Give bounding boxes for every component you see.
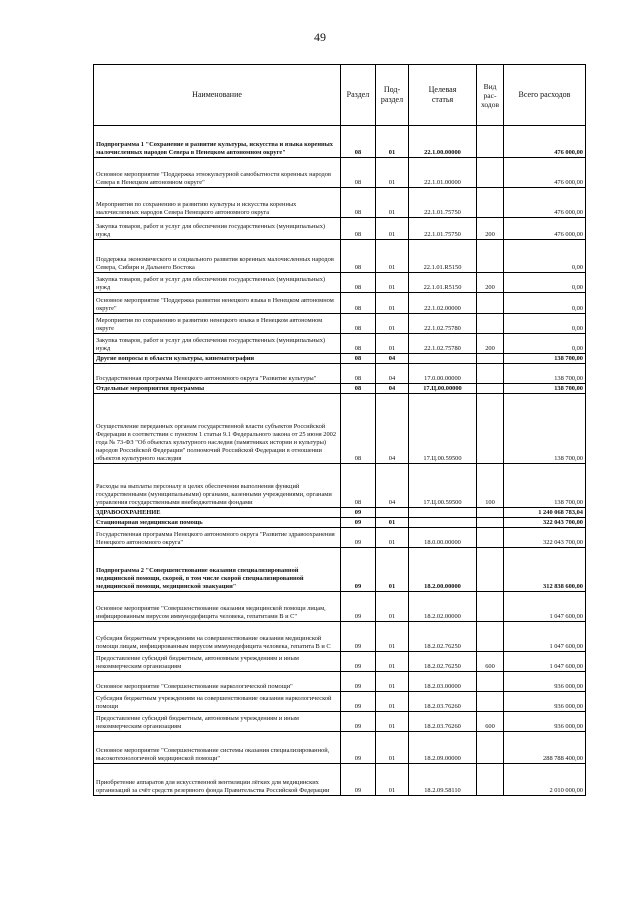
cell-target: 18.2.00.00000 — [409, 548, 477, 592]
cell-name: Основное мероприятие "Совершенствование системы оказания специализированной, высокотехнологичной медицинской помощи" — [94, 732, 341, 764]
table-row — [94, 692, 586, 712]
cell-subsection: 01 — [376, 314, 409, 334]
cell-section: 09 — [341, 652, 376, 672]
cell-total: 936 000,00 — [504, 712, 586, 732]
cell-subsection: 01 — [376, 273, 409, 293]
cell-target: 17.Ц.00.59500 — [409, 394, 477, 464]
cell-subsection: 01 — [376, 652, 409, 672]
table-header-row — [94, 65, 586, 126]
cell-total: 138 700,00 — [504, 384, 586, 394]
cell-expense-type: 100 — [477, 464, 504, 508]
cell-name: Осуществление переданных органам государственной власти субъектов Российской Федерации в соответствии с пунктом 1 статьи 9.1 Федерального закона от 25 июня 2002 года № 73-ФЗ "Об объектах культурного наследия (памятниках истории и культуры) народов Российской Федерации" полномочий Российской Федерации в отношении объектов культурного наследия — [94, 394, 341, 464]
cell-name: Приобретение аппаратов для искусственной вентиляции лёгких для медицинских организаций за счёт средств резервного фонда Правительства Российской Федерации — [94, 764, 341, 796]
cell-subsection: 01 — [376, 672, 409, 692]
cell-name: Подпрограмма 1 "Сохранение и развитие культуры, искусства и языка коренных малочисленных народов Севера в Ненецком автономном округе" — [94, 126, 341, 158]
cell-subsection: 01 — [376, 764, 409, 796]
cell-name: Субсидия бюджетным учреждениям на совершенствование оказания медицинской помощи лицам, инфицированным вирусом иммунодефицита человека, гепатита В и С — [94, 622, 341, 652]
cell-total: 288 788 400,00 — [504, 732, 586, 764]
cell-name: Подпрограмма 2 "Совершенствование оказания специализированной медицинской помощи, скорой, в том числе скорой специализированной медицинской помощи, медицинской эвакуации" — [94, 548, 341, 592]
cell-name: Отдельные мероприятия программы — [94, 384, 341, 394]
cell-section: 08 — [341, 293, 376, 314]
cell-expense-type — [477, 672, 504, 692]
cell-subsection: 01 — [376, 548, 409, 592]
table-row — [94, 394, 586, 464]
cell-subsection: 01 — [376, 732, 409, 764]
cell-target: 22.1.00.00000 — [409, 126, 477, 158]
cell-expense-type — [477, 240, 504, 273]
cell-target: 22.1.01.75750 — [409, 188, 477, 218]
cell-subsection: 01 — [376, 518, 409, 528]
cell-expense-type — [477, 384, 504, 394]
cell-name: Государственная программа Ненецкого автономного округа "Развитие культуры" — [94, 364, 341, 384]
table-row — [94, 508, 586, 518]
cell-section: 08 — [341, 384, 376, 394]
cell-total: 322 043 700,00 — [504, 518, 586, 528]
cell-target: 22.1.01.00000 — [409, 158, 477, 188]
cell-section: 08 — [341, 364, 376, 384]
table-row — [94, 732, 586, 764]
header-subsection: Под- раздел — [376, 65, 409, 126]
cell-target: 22.1.02.75780 — [409, 314, 477, 334]
cell-total: 0,00 — [504, 273, 586, 293]
cell-subsection: 04 — [376, 464, 409, 508]
cell-expense-type: 200 — [477, 218, 504, 240]
cell-subsection: 01 — [376, 712, 409, 732]
cell-expense-type — [477, 158, 504, 188]
cell-section: 09 — [341, 622, 376, 652]
table-row — [94, 528, 586, 548]
cell-expense-type — [477, 126, 504, 158]
cell-subsection: 01 — [376, 188, 409, 218]
cell-expense-type — [477, 394, 504, 464]
cell-target: 22.1.02.75780 — [409, 334, 477, 354]
cell-total: 1 047 600,00 — [504, 622, 586, 652]
cell-name: Расходы на выплаты персоналу в целях обеспечения выполнения функций государственными (муниципальными) органами, казенными учреждениями, органами управления государственными внебюджетными фондами — [94, 464, 341, 508]
cell-section: 08 — [341, 334, 376, 354]
cell-subsection: 01 — [376, 334, 409, 354]
header-target: Целевая статья — [409, 65, 477, 126]
cell-name: Поддержка экономического и социального развития коренных малочисленных народов Севера, Сибири и Дальнего Востока — [94, 240, 341, 273]
cell-section: 08 — [341, 126, 376, 158]
cell-name: Закупка товаров, работ и услуг для обеспечения государственных (муниципальных) нужд — [94, 218, 341, 240]
cell-section: 09 — [341, 518, 376, 528]
cell-total: 0,00 — [504, 240, 586, 273]
cell-target: 22.1.02.00000 — [409, 293, 477, 314]
table-row — [94, 712, 586, 732]
table-row — [94, 158, 586, 188]
cell-target — [409, 354, 477, 364]
cell-expense-type: 600 — [477, 712, 504, 732]
cell-total: 138 700,00 — [504, 394, 586, 464]
cell-section: 09 — [341, 508, 376, 518]
cell-section: 09 — [341, 592, 376, 622]
cell-subsection: 01 — [376, 622, 409, 652]
table-row — [94, 218, 586, 240]
cell-section: 09 — [341, 712, 376, 732]
header-total: Всего расходов — [504, 65, 586, 126]
cell-expense-type: 600 — [477, 652, 504, 672]
cell-name: Закупка товаров, работ и услуг для обеспечения государственных (муниципальных) нужд — [94, 273, 341, 293]
cell-target — [409, 508, 477, 518]
cell-total: 1 240 068 783,04 — [504, 508, 586, 518]
cell-section: 08 — [341, 273, 376, 293]
cell-subsection: 01 — [376, 240, 409, 273]
header-expense-type: Вид рас- ходов — [477, 65, 504, 126]
cell-expense-type: 200 — [477, 334, 504, 354]
cell-target: 18.2.02.76250 — [409, 652, 477, 672]
cell-expense-type — [477, 622, 504, 652]
cell-expense-type — [477, 354, 504, 364]
cell-total: 936 000,00 — [504, 692, 586, 712]
cell-name: Основное мероприятие "Совершенствование оказания медицинской помощи лицам, инфицированным вирусом иммунодефицита человека, гепатитами В и С" — [94, 592, 341, 622]
cell-expense-type — [477, 692, 504, 712]
table-row — [94, 622, 586, 652]
cell-expense-type: 200 — [477, 273, 504, 293]
table-row — [94, 384, 586, 394]
cell-target: 18.2.09.00000 — [409, 732, 477, 764]
cell-expense-type — [477, 528, 504, 548]
cell-section: 08 — [341, 240, 376, 273]
cell-target: 18.2.02.00000 — [409, 592, 477, 622]
cell-target: 18.2.02.76250 — [409, 622, 477, 652]
cell-total: 312 838 600,00 — [504, 548, 586, 592]
table-row — [94, 240, 586, 273]
cell-subsection: 01 — [376, 528, 409, 548]
cell-section: 08 — [341, 158, 376, 188]
cell-section: 09 — [341, 732, 376, 764]
cell-target: 22.1.01.R5150 — [409, 273, 477, 293]
header-section: Раздел — [341, 65, 376, 126]
table-body — [94, 126, 586, 796]
cell-total: 936 000,00 — [504, 672, 586, 692]
cell-expense-type — [477, 508, 504, 518]
cell-subsection: 01 — [376, 293, 409, 314]
cell-name: Мероприятия по сохранению и развитию культуры и искусства коренных малочисленных народов Севера Ненецкого автономного округа — [94, 188, 341, 218]
cell-total: 2 010 000,00 — [504, 764, 586, 796]
budget-table — [93, 64, 586, 796]
cell-expense-type — [477, 188, 504, 218]
cell-name: ЗДРАВООХРАНЕНИЕ — [94, 508, 341, 518]
cell-total: 1 047 600,00 — [504, 592, 586, 622]
cell-section: 08 — [341, 464, 376, 508]
cell-expense-type — [477, 364, 504, 384]
cell-total: 0,00 — [504, 293, 586, 314]
table-row — [94, 273, 586, 293]
cell-subsection: 01 — [376, 218, 409, 240]
table-row — [94, 764, 586, 796]
cell-expense-type — [477, 314, 504, 334]
cell-total: 476 000,00 — [504, 158, 586, 188]
cell-target: 17.Ц.00.00000 — [409, 384, 477, 394]
cell-total: 1 047 600,00 — [504, 652, 586, 672]
cell-section: 09 — [341, 692, 376, 712]
cell-expense-type — [477, 518, 504, 528]
cell-total: 138 700,00 — [504, 364, 586, 384]
cell-name: Субсидия бюджетным учреждениям на совершенствование оказания наркологической помощи — [94, 692, 341, 712]
cell-total: 476 000,00 — [504, 126, 586, 158]
table-row — [94, 672, 586, 692]
cell-expense-type — [477, 293, 504, 314]
cell-total: 138 700,00 — [504, 354, 586, 364]
cell-target: 18.2.03.76260 — [409, 692, 477, 712]
cell-subsection: 01 — [376, 158, 409, 188]
cell-name: Стационарная медицинская помощь — [94, 518, 341, 528]
cell-total: 322 043 700,00 — [504, 528, 586, 548]
cell-section: 08 — [341, 354, 376, 364]
cell-name: Основное мероприятие "Поддержка развития ненецкого языка в Ненецком автономном округе" — [94, 293, 341, 314]
cell-subsection: 04 — [376, 354, 409, 364]
cell-target: 17.0.00.00000 — [409, 364, 477, 384]
table-row — [94, 126, 586, 158]
cell-total: 0,00 — [504, 314, 586, 334]
cell-expense-type — [477, 548, 504, 592]
cell-target: 18.2.03.00000 — [409, 672, 477, 692]
cell-total: 0,00 — [504, 334, 586, 354]
cell-section: 08 — [341, 314, 376, 334]
table-row — [94, 652, 586, 672]
cell-expense-type — [477, 732, 504, 764]
cell-target: 22.1.01.75750 — [409, 218, 477, 240]
table-row — [94, 354, 586, 364]
table-row — [94, 334, 586, 354]
cell-name: Предоставление субсидий бюджетным, автономным учреждениям и иным некоммерческим организациям — [94, 712, 341, 732]
cell-name: Другие вопросы в области культуры, кинематографии — [94, 354, 341, 364]
cell-name: Предоставление субсидий бюджетным, автономным учреждениям и иным некоммерческим организациям — [94, 652, 341, 672]
cell-name: Мероприятия по сохранению и развитию ненецкого языка в Ненецком автономном округе — [94, 314, 341, 334]
cell-subsection: 04 — [376, 384, 409, 394]
table-row — [94, 518, 586, 528]
cell-subsection — [376, 508, 409, 518]
cell-expense-type — [477, 764, 504, 796]
cell-target: 18.2.03.76260 — [409, 712, 477, 732]
cell-subsection: 04 — [376, 394, 409, 464]
cell-target: 22.1.01.R5150 — [409, 240, 477, 273]
cell-section: 08 — [341, 188, 376, 218]
cell-subsection: 01 — [376, 692, 409, 712]
cell-name: Основное мероприятие "Совершенствование наркологической помощи" — [94, 672, 341, 692]
cell-target — [409, 518, 477, 528]
cell-name: Закупка товаров, работ и услуг для обеспечения государственных (муниципальных) нужд — [94, 334, 341, 354]
cell-target: 18.0.00.00000 — [409, 528, 477, 548]
cell-section: 09 — [341, 764, 376, 796]
table-row — [94, 314, 586, 334]
table-row — [94, 364, 586, 384]
cell-target: 17.Ц.00.59500 — [409, 464, 477, 508]
cell-target: 18.2.09.58110 — [409, 764, 477, 796]
table-row — [94, 293, 586, 314]
cell-section: 09 — [341, 528, 376, 548]
cell-subsection: 01 — [376, 592, 409, 622]
cell-total: 476 000,00 — [504, 188, 586, 218]
cell-total: 138 700,00 — [504, 464, 586, 508]
cell-section: 08 — [341, 394, 376, 464]
cell-section: 09 — [341, 548, 376, 592]
cell-name: Государственная программа Ненецкого автономного округа "Развитие здравоохранения Ненецкого автономного округа" — [94, 528, 341, 548]
table-row — [94, 592, 586, 622]
cell-subsection: 04 — [376, 364, 409, 384]
cell-section: 08 — [341, 218, 376, 240]
cell-name: Основное мероприятие "Поддержка этнокультурной самобытности коренных народов Севера в Ненецком автономном округе" — [94, 158, 341, 188]
cell-section: 09 — [341, 672, 376, 692]
header-name: Наименование — [94, 65, 341, 126]
page-number: 49 — [314, 30, 326, 44]
cell-subsection: 01 — [376, 126, 409, 158]
table-row — [94, 464, 586, 508]
cell-total: 476 000,00 — [504, 218, 586, 240]
cell-expense-type — [477, 592, 504, 622]
table-row — [94, 188, 586, 218]
table-row — [94, 548, 586, 592]
